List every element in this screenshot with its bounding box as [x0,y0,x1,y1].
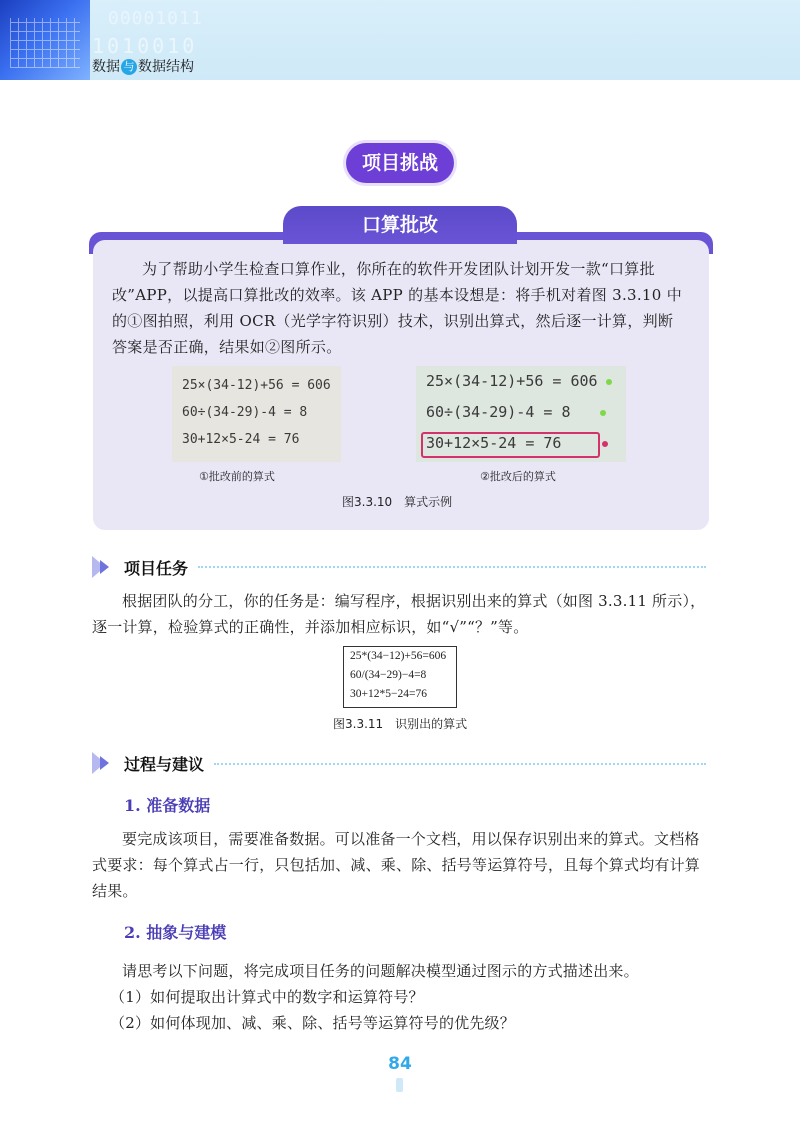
step-title: 2. 抽象与建模 [124,923,227,942]
chapter-title-part2: 数据结构 [138,59,194,75]
section-divider [198,566,706,568]
handwritten-formula: 60÷(34-29)-4 = 8 [182,405,308,420]
chapter-title-part1: 数据 [92,59,120,75]
step-paragraph: 要完成该项目，需要准备数据。可以准备一个文档，用以保存识别出来的算式。文档格式要求：每个算式占一行，只包括加、减、乘、除、括号等运算符号，且每个算式均有计算结果。 [92,830,701,900]
handwritten-formula: 25×(34-12)+56 = 606 [182,378,331,393]
question-item: （2）如何体现加、减、乘、除、括号等运算符号的优先级？ [110,1014,515,1032]
correct-mark-icon [600,410,606,416]
chapter-title-join: 与 [121,59,137,75]
photo-before-grading [172,366,341,462]
chapter-title [92,56,194,76]
project-title-tab: 口算批改 [283,206,517,244]
intro-paragraph: 为了帮助小学生检查口算作业，你所在的软件开发团队计划开发一款“口算批改”APP，以提高口算批改的效率。该 APP 的基本设想是：将手机对着图 3.3.10 中的①图拍照，利用 OCR（光学字符识别）技术，识别出算式，然后逐一计算，判断答案是否正确，结果如②图所示。 [112,260,682,356]
question-mark-icon [602,441,608,447]
step-title: 1. 准备数据 [124,796,211,815]
photo-after-grading [416,366,626,462]
photo-caption: ①批改前的算式 [199,470,275,483]
binary-decoration: 1010010 [92,34,198,58]
handwritten-formula: 30+12×5-24 = 76 [182,432,300,447]
recognized-formulas-box [343,646,457,708]
section-title: 项目任务 [124,559,189,578]
section-title: 过程与建议 [124,755,205,774]
handwritten-formula: 60÷(34-29)-4 = 8 [426,403,571,421]
question-item: （1）如何提取出计算式中的数字和运算符号？ [110,988,424,1006]
binary-decoration: 00001011 [108,8,203,29]
formula-line: 60/(34−29)−4=8 [350,669,427,681]
circuit-lines-decoration [10,18,80,68]
figure-caption: 图3.3.10 算式示例 [342,495,453,509]
project-challenge-badge: 项目挑战 [346,143,454,183]
formula-line: 25*(34−12)+56=606 [350,650,447,662]
section-divider [214,763,706,765]
step-paragraph: 请思考以下问题，将完成项目任务的问题解决模型通过图示的方式描述出来。 [122,962,639,980]
figure-caption: 图3.3.11 识别出的算式 [333,717,468,731]
photo-caption: ②批改后的算式 [480,470,556,483]
handwritten-formula: 25×(34-12)+56 = 606 [426,372,598,390]
error-highlight-box [421,432,600,458]
page-number-tab [396,1078,403,1092]
section-marker-icon [100,756,109,770]
formula-line: 30+12*5−24=76 [350,688,427,700]
section-marker-icon [100,560,109,574]
page-number: 84 [388,1054,412,1074]
task-paragraph: 根据团队的分工，你的任务是：编写程序，根据识别出来的算式（如图 3.3.11 所示），逐一计算，检验算式的正确性，并添加相应标识，如“√”“？”等。 [92,592,706,636]
correct-mark-icon [606,379,612,385]
handwritten-formula: 30+12×5-24 = 76 [426,434,562,452]
